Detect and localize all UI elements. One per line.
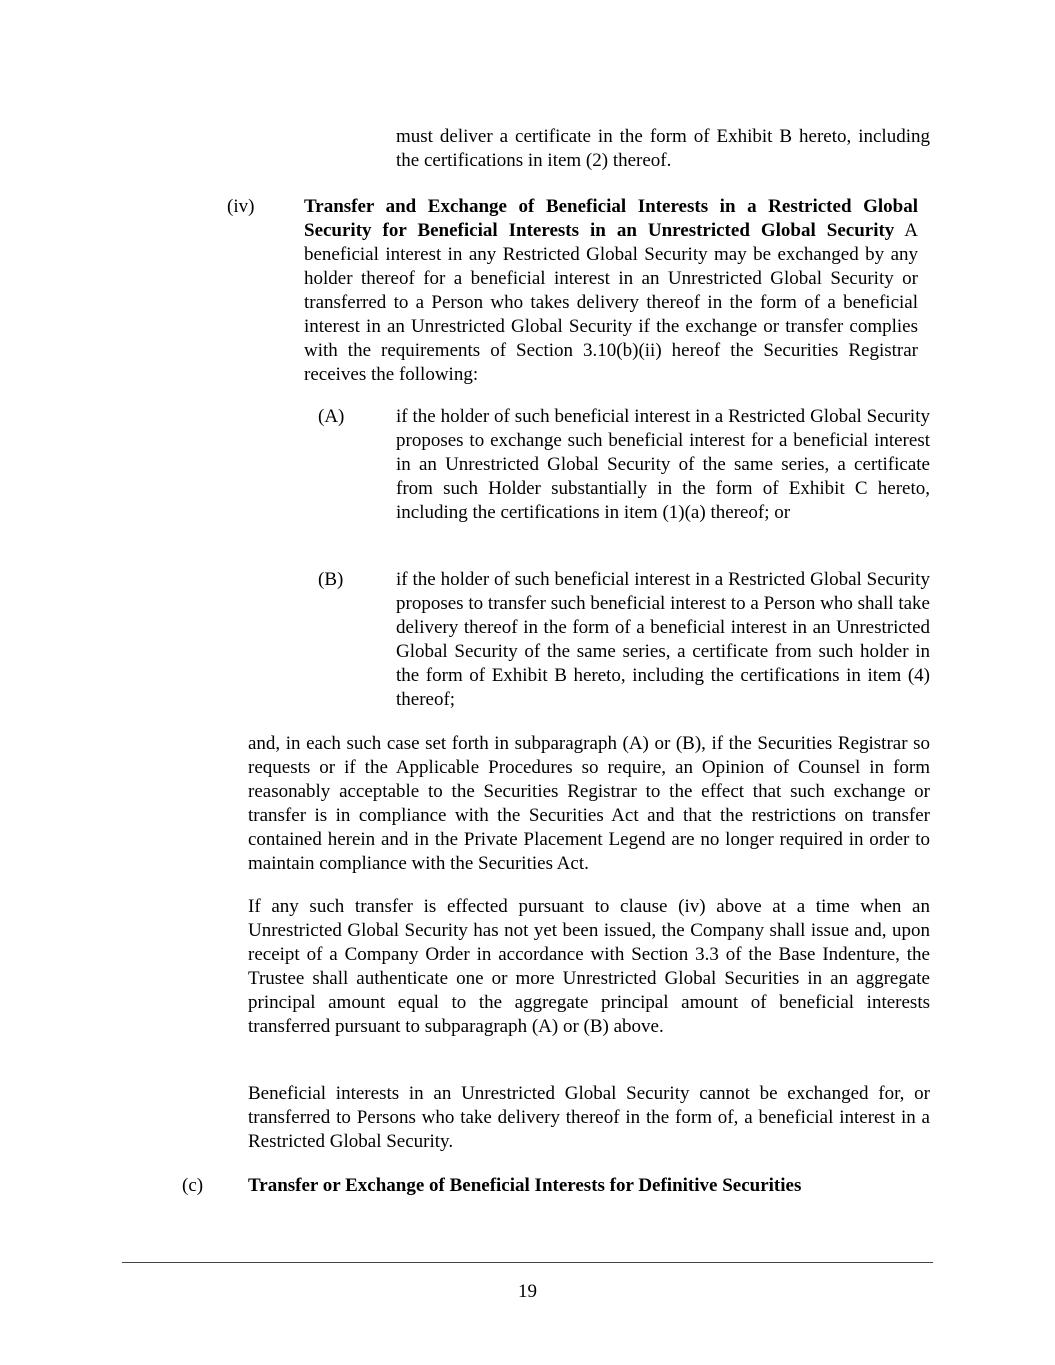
- item-iv-paragraph: [304, 195, 918, 387]
- page-number: 19: [518, 1281, 537, 1302]
- section-c-heading: Transfer or Exchange of Beneficial Interests for Definitive Securities: [248, 1175, 802, 1196]
- sub-a-paragraph: if the holder of such beneficial interest in a Restricted Global Security proposes to exchange such beneficial interest for a beneficial interest in an Unrestricted Global Security of the same series, a certificate from such Holder substantially in the form of Exhibit C hereto, including the certifications in item (1)(a) thereof; or: [396, 406, 930, 523]
- item-iv-body: A beneficial interest in any Restricted Global Security may be exchanged by any holder thereof for a beneficial interest in an Unrestricted Global Security or transferred to a Person who takes delivery thereof in the form of a beneficial interest in an Unrestricted Global Security if the exchange or transfer complies with the requirements of Section 3.10(b)(ii) hereof the Securities Registrar receives the following:: [304, 220, 918, 385]
- item-iv-heading: Transfer and Exchange of Beneficial Interests in a Restricted Global Security for Beneficial Interests in an Unrestricted Global Security: [304, 196, 918, 241]
- issuance-paragraph: If any such transfer is effected pursuant to clause (iv) above at a time when an Unrestricted Global Security has not yet been issued, the Company shall issue and, upon receipt of a Company Order in accordance with Section 3.3 of the Base Indenture, the Trustee shall authenticate one or more Unrestricted Global Securities in an aggregate principal amount equal to the aggregate principal amount of beneficial interests transferred pursuant to subparagraph (A) or (B) above.: [248, 896, 930, 1037]
- continuation-paragraph: must deliver a certificate in the form of Exhibit B hereto, including the certifications in item (2) thereof.: [396, 126, 930, 171]
- unrestricted-paragraph: Beneficial interests in an Unrestricted Global Security cannot be exchanged for, or transferred to Persons who take delivery thereof in the form of, a beneficial interest in a Restricted Global Security.: [248, 1083, 930, 1152]
- opinion-paragraph: and, in each such case set forth in subparagraph (A) or (B), if the Securities Registrar so requests or if the Applicable Procedures so require, an Opinion of Counsel in form reasonably acceptable to the Securities Registrar to the effect that such exchange or transfer is in compliance with the Securities Act and that the restrictions on transfer contained herein and in the Private Placement Legend are no longer required in order to maintain compliance with the Securities Act.: [248, 733, 930, 874]
- sub-b-label: (B): [318, 569, 344, 590]
- section-c-label: (c): [182, 1175, 204, 1196]
- footer-rule: [122, 1262, 933, 1263]
- sub-b-paragraph: if the holder of such beneficial interest in a Restricted Global Security proposes to transfer such beneficial interest to a Person who shall take delivery thereof in the form of a beneficial interest in an Unrestricted Global Security of the same series, a certificate from such holder in the form of Exhibit B hereto, including the certifications in item (4) thereof;: [396, 569, 930, 710]
- item-iv-label: (iv): [227, 196, 255, 217]
- sub-a-label: (A): [318, 406, 345, 427]
